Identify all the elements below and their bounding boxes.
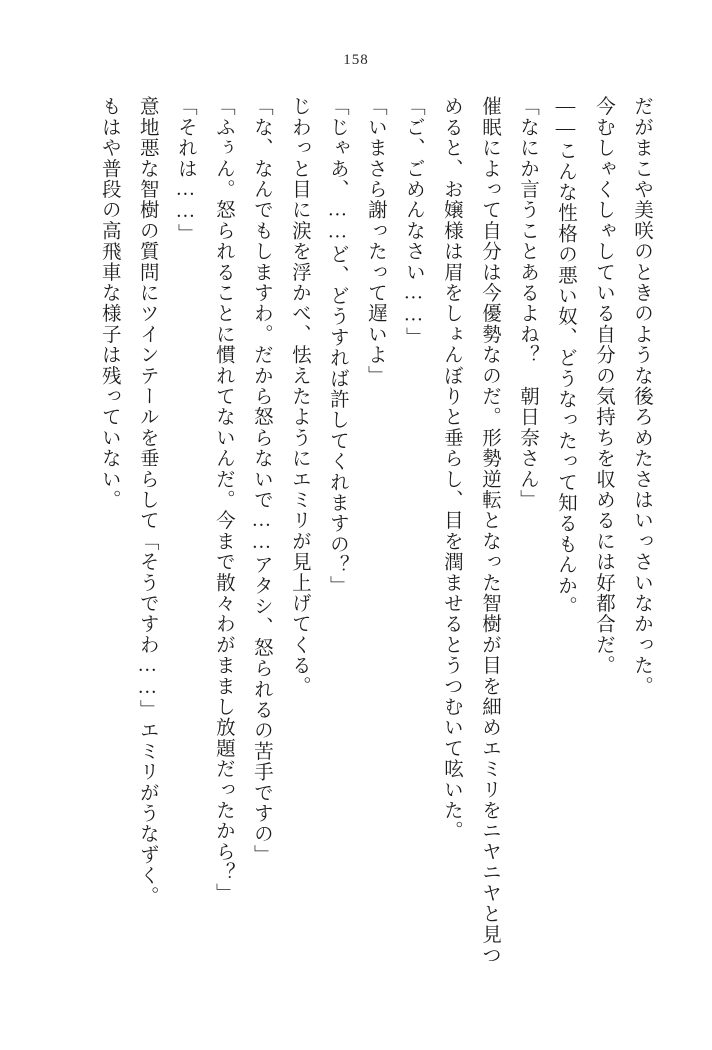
paragraph: 「いまさら謝ったって遅いよ」	[364, 96, 386, 386]
paragraph: じわっと目に涙を浮かべ、怯えたようにエミリが見上げてくる。	[288, 96, 310, 697]
paragraph: だがまこや美咲のときのような後ろめたさはいっさいなかった。	[631, 96, 652, 697]
paragraph: 「な、なんでもしますわ。だから怒らないで……アタシ、怒られるの苦手ですの」	[250, 96, 272, 865]
vertical-text-body	[50, 96, 660, 976]
page-number: 158	[343, 52, 369, 68]
paragraph: 「なにか言うことあるよね？ 朝日奈さん」	[516, 96, 538, 510]
paragraph: 今むしゃくしゃしている自分の気持ちを収めるには好都合だ。	[592, 96, 614, 676]
paragraph: もはや普段の高飛車な様子は残っていない。	[98, 96, 120, 510]
paragraph: 意地悪な智樹の質問にツインテールを垂らして「そうですわ……」エミリがうなずく。	[136, 96, 158, 907]
paragraph: 「それは……」	[174, 96, 196, 244]
paragraph: 「じゃあ、……ど、どうすれば許してくれますの？」	[326, 96, 348, 596]
paragraph: 催眠によって自分は今優勢なのだ。形勢逆転となった智樹が目を細めエミリをニヤニヤと見つめると、お嬢様は眉をしょんぼりと垂らし、目を潤ませるとうつむいて呟いた。	[440, 96, 500, 966]
paragraph: 「ご、ごめんなさい……」	[402, 96, 424, 348]
paragraph: ――こんな性格の悪い奴、どうなったって知るもんか。	[554, 96, 576, 617]
paragraph: 「ふぅん。怒られることに慣れてないんだ。今まで散々わがままし放題だったから？」	[212, 96, 234, 904]
